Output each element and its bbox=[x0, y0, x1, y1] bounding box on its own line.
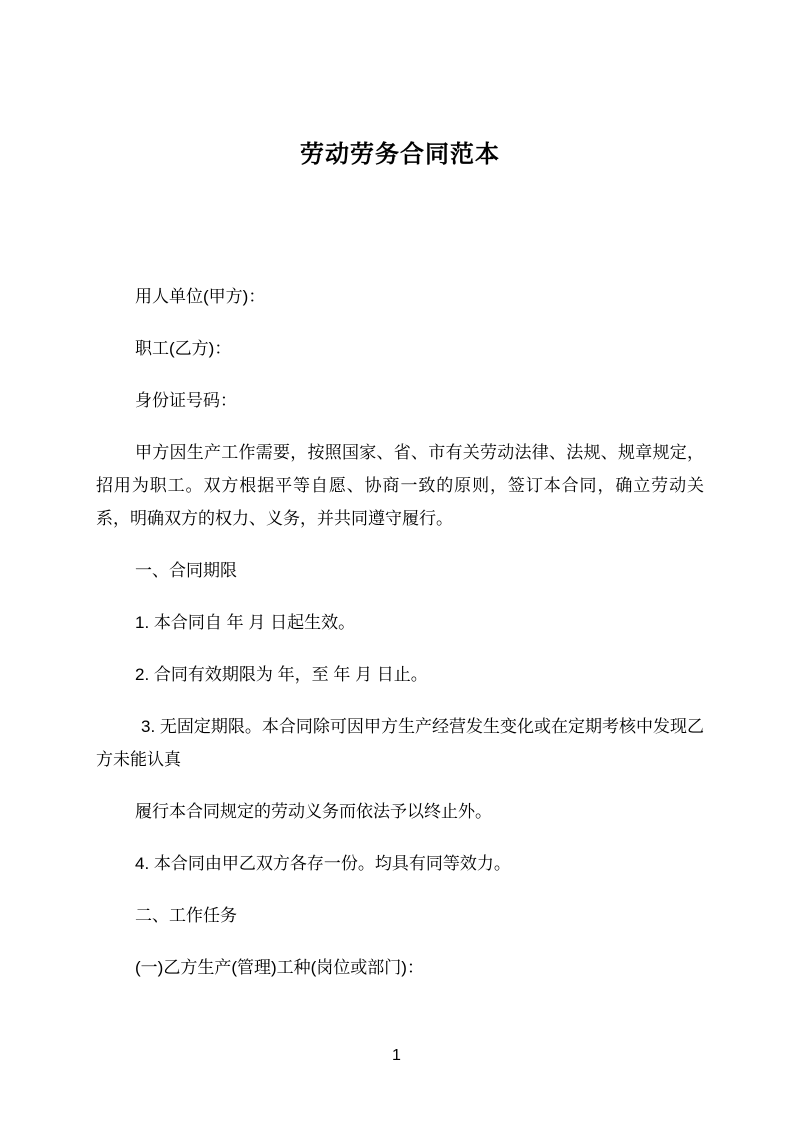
section-2-item-1: (一)乙方生产(管理)工种(岗位或部门)： bbox=[135, 958, 424, 977]
section-1-clause-1: 1. 本合同自 年 月 日起生效。 bbox=[135, 613, 356, 632]
field-party-b-label: 职工(乙方)： bbox=[135, 339, 232, 358]
section-1-clause-3-line-2: 履行本合同规定的劳动义务而依法予以终止外。 bbox=[135, 802, 492, 821]
document-content bbox=[96, 138, 704, 984]
section-2-heading: 二、工作任务 bbox=[135, 906, 237, 925]
page-number: 1 bbox=[392, 1047, 401, 1064]
field-party-a-label: 用人单位(甲方)： bbox=[135, 287, 266, 306]
section-1-clause-2: 2. 合同有效期限为 年，至 年 月 日止。 bbox=[135, 665, 428, 684]
document-title: 劳动劳务合同范本 bbox=[300, 141, 500, 168]
section-1-clause-3-line-1: 3. 无固定期限。本合同除可因甲方生产经营发生变化或在定期考核中发现乙方未能认真 bbox=[96, 717, 704, 769]
section-1-clause-4: 4. 本合同由甲乙双方各存一份。均具有同等效力。 bbox=[135, 854, 511, 873]
field-id-number-label: 身份证号码： bbox=[135, 391, 237, 410]
intro-paragraph: 甲方因生产工作需要，按照国家、省、市有关劳动法律、法规、规章规定，招用为职工。双方根据平等自愿、协商一致的原则，签订本合同，确立劳动关系，明确双方的权力、义务，并共同遵守履行。 bbox=[96, 443, 704, 528]
section-1-heading: 一、合同期限 bbox=[135, 561, 237, 580]
